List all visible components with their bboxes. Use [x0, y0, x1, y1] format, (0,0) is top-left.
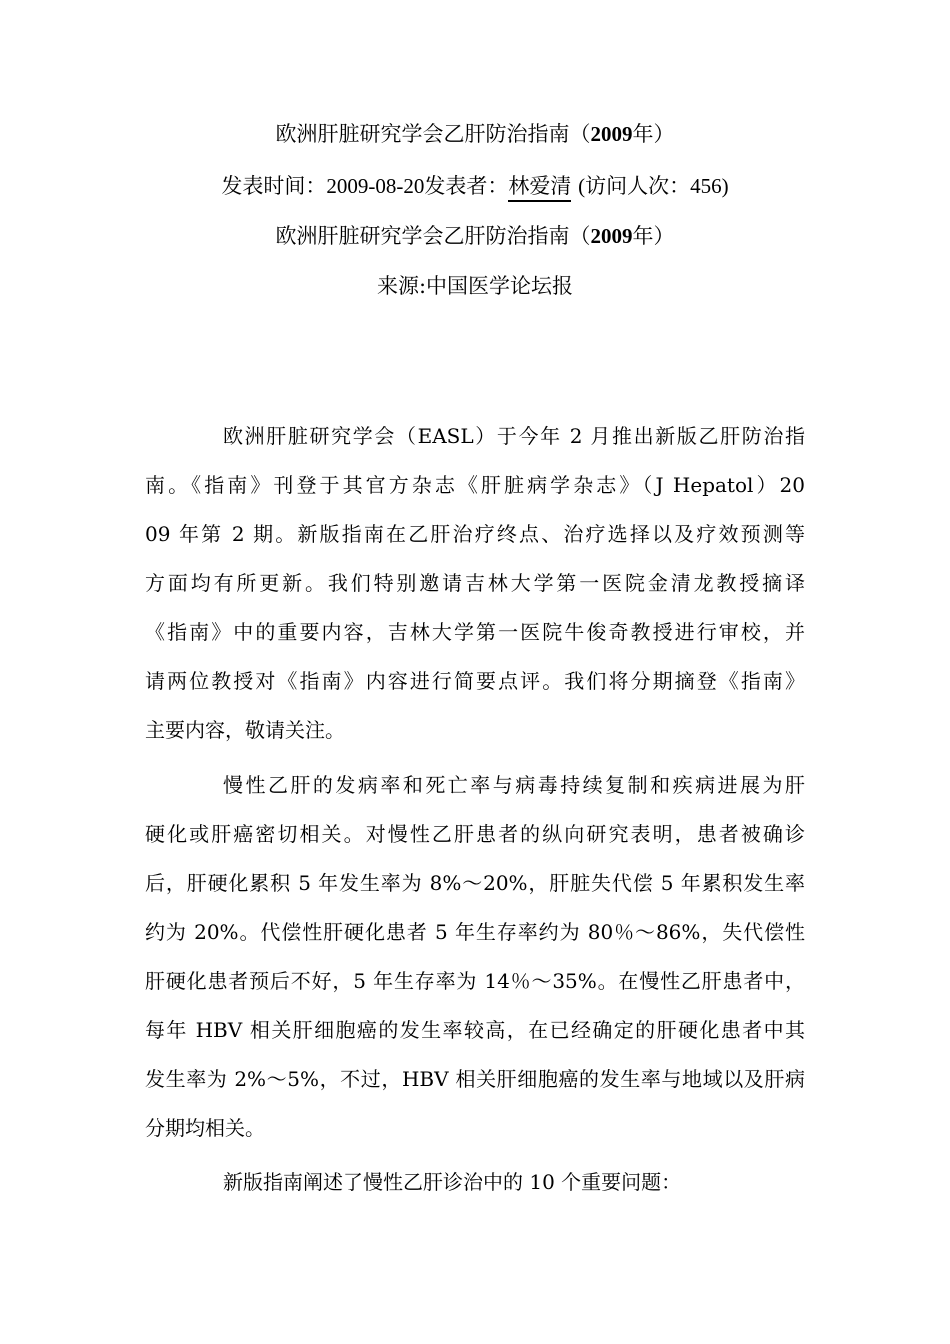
- visits-suffix: ): [721, 174, 729, 198]
- publish-meta: [0, 172, 950, 200]
- paragraph-line: 分期均相关。: [145, 1116, 265, 1140]
- paragraph-line: 慢性乙肝的发病率和死亡率与病毒持续复制和疾病进展为肝: [223, 773, 805, 797]
- article-title-prefix: 欧洲肝脏研究学会乙肝防治指南（: [275, 224, 591, 248]
- paragraph-line: 《指南》中的重要内容，吉林大学第一医院牛俊奇教授进行审校，并: [145, 620, 805, 644]
- paragraph-line: 请两位教授对《指南》内容进行简要点评。我们将分期摘登《指南》: [145, 669, 805, 693]
- paragraph-line: 方面均有所更新。我们特别邀请吉林大学第一医院金清龙教授摘译: [145, 571, 805, 595]
- paragraph-line: 肝硬化患者预后不好，5 年生存率为 14％～35%。在慢性乙肝患者中，: [145, 969, 805, 993]
- paragraph-line: 南。《指南》刊登于其官方杂志《肝脏病学杂志》（J Hepatol）20: [145, 473, 805, 497]
- paragraph-line: 每年 HBV 相关肝细胞癌的发生率较高，在已经确定的肝硬化患者中其: [145, 1018, 805, 1042]
- paragraph-line: 后，肝硬化累积 5 年发生率为 8%～20%，肝脏失代偿 5 年累积发生率: [145, 871, 805, 895]
- visits-count: 456: [690, 174, 722, 198]
- article-title-year: 2009: [590, 224, 633, 248]
- publish-date: 2009-08-20: [326, 174, 425, 198]
- paragraph-line: 发生率为 2%～5%，不过，HBV 相关肝细胞癌的发生率与地域以及肝病: [145, 1067, 805, 1091]
- paragraph-line: 主要内容，敬请关注。: [145, 718, 345, 742]
- title-prefix: 欧洲肝脏研究学会乙肝防治指南（: [275, 122, 591, 146]
- title-suffix: 年）: [632, 122, 675, 146]
- article-title: [0, 222, 950, 250]
- paragraph-intro: [145, 412, 805, 755]
- paragraph-questions: [145, 1158, 805, 1207]
- paragraph-epidemiology: [145, 761, 805, 1153]
- visits-prefix: (访问人次：: [578, 174, 691, 198]
- title-year: 2009: [590, 122, 633, 146]
- publish-time-label: 发表时间：: [221, 174, 327, 198]
- paragraph-line: 硬化或肝癌密切相关。对慢性乙肝患者的纵向研究表明，患者被确诊: [145, 822, 805, 846]
- article-source: 来源:中国医学论坛报: [376, 274, 574, 298]
- document-title: [0, 120, 950, 148]
- paragraph-line: 09 年第 2 期。新版指南在乙肝治疗终点、治疗选择以及疗效预测等: [145, 522, 805, 546]
- publisher-label: 发表者：: [424, 174, 509, 198]
- paragraph-line: 约为 20%。代偿性肝硬化患者 5 年生存率约为 80％～86%，失代偿性: [145, 920, 805, 944]
- article-title-suffix: 年）: [632, 224, 675, 248]
- paragraph-line: 欧洲肝脏研究学会（EASL）于今年 2 月推出新版乙肝防治指: [223, 424, 805, 448]
- paragraph-line: 新版指南阐述了慢性乙肝诊治中的 10 个重要问题：: [223, 1170, 682, 1194]
- author-link[interactable]: 林爱清: [508, 174, 571, 202]
